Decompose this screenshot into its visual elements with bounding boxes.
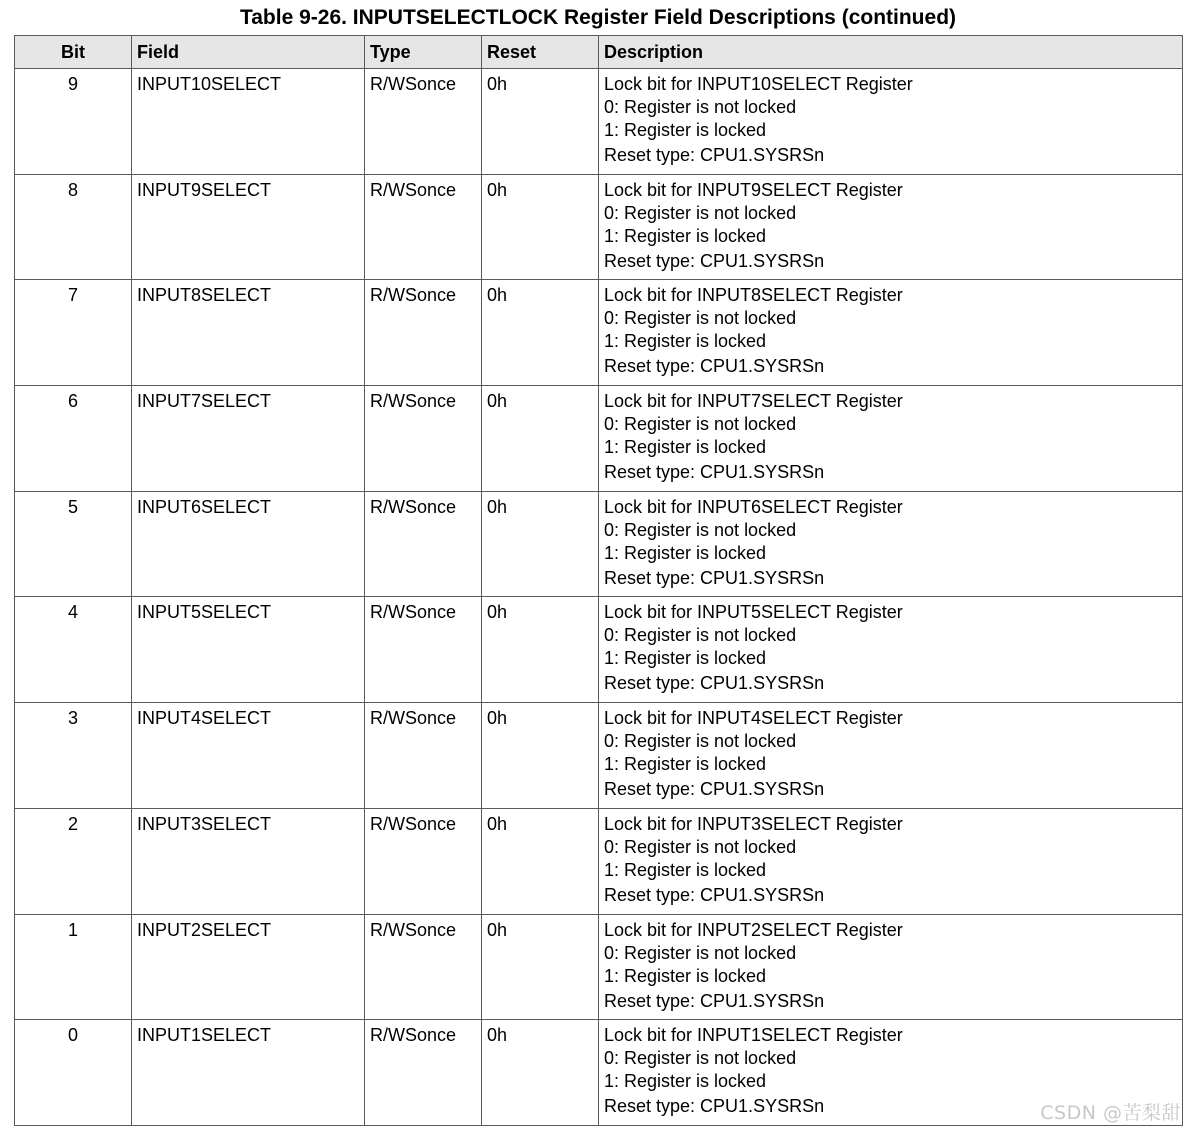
table-row bbox=[15, 914, 1183, 1020]
cell-reset: 0h bbox=[482, 1020, 599, 1126]
table-row bbox=[15, 386, 1183, 492]
cell-bit: 8 bbox=[15, 174, 132, 280]
cell-type: R/WSonce bbox=[365, 703, 482, 809]
cell-reset: 0h bbox=[482, 808, 599, 914]
cell-field: INPUT4SELECT bbox=[132, 703, 365, 809]
cell-description bbox=[599, 491, 1183, 597]
description-line: 1: Register is locked bbox=[604, 965, 767, 986]
cell-field: INPUT5SELECT bbox=[132, 597, 365, 703]
cell-type: R/WSonce bbox=[365, 280, 482, 386]
description-line: 0: Register is not locked bbox=[604, 308, 797, 329]
description-line: Reset type: CPU1.SYSRSn bbox=[604, 567, 825, 588]
description-line: Lock bit for INPUT7SELECT Register bbox=[604, 391, 903, 412]
description-line: Reset type: CPU1.SYSRSn bbox=[604, 1096, 825, 1117]
description-line: 0: Register is not locked bbox=[604, 414, 797, 435]
cell-bit: 9 bbox=[15, 69, 132, 175]
cell-reset: 0h bbox=[482, 703, 599, 809]
cell-reset: 0h bbox=[482, 174, 599, 280]
cell-type: R/WSonce bbox=[365, 69, 482, 175]
cell-reset: 0h bbox=[482, 386, 599, 492]
description-line: Lock bit for INPUT8SELECT Register bbox=[604, 285, 903, 306]
description-line: Lock bit for INPUT2SELECT Register bbox=[604, 919, 903, 940]
description-line: Reset type: CPU1.SYSRSn bbox=[604, 356, 825, 377]
header-field: Field bbox=[132, 36, 365, 69]
cell-field: INPUT9SELECT bbox=[132, 174, 365, 280]
description-line: Lock bit for INPUT9SELECT Register bbox=[604, 179, 903, 200]
description-line: 1: Register is locked bbox=[604, 542, 767, 563]
table-header-row bbox=[15, 36, 1183, 69]
header-type: Type bbox=[365, 36, 482, 69]
description-line: 1: Register is locked bbox=[604, 648, 767, 669]
cell-type: R/WSonce bbox=[365, 386, 482, 492]
cell-bit: 1 bbox=[15, 914, 132, 1020]
cell-description bbox=[599, 69, 1183, 175]
description-line: Lock bit for INPUT3SELECT Register bbox=[604, 813, 903, 834]
cell-bit: 3 bbox=[15, 703, 132, 809]
table-row bbox=[15, 808, 1183, 914]
description-line: 0: Register is not locked bbox=[604, 836, 797, 857]
cell-description bbox=[599, 597, 1183, 703]
description-line: 1: Register is locked bbox=[604, 754, 767, 775]
description-line: 0: Register is not locked bbox=[604, 97, 797, 117]
cell-bit: 0 bbox=[15, 1020, 132, 1126]
description-line: 1: Register is locked bbox=[604, 437, 767, 458]
header-description: Description bbox=[599, 36, 1183, 69]
description-line: Lock bit for INPUT10SELECT Register bbox=[604, 74, 913, 94]
description-line: 0: Register is not locked bbox=[604, 625, 797, 646]
cell-field: INPUT1SELECT bbox=[132, 1020, 365, 1126]
description-line: 1: Register is locked bbox=[604, 859, 767, 880]
header-bit: Bit bbox=[15, 36, 132, 69]
cell-field: INPUT8SELECT bbox=[132, 280, 365, 386]
header-reset: Reset bbox=[482, 36, 599, 69]
cell-field: INPUT7SELECT bbox=[132, 386, 365, 492]
watermark: CSDN @苦梨甜 bbox=[1040, 1102, 1181, 1124]
description-line: Lock bit for INPUT4SELECT Register bbox=[604, 708, 903, 729]
description-line: 0: Register is not locked bbox=[604, 942, 797, 963]
cell-type: R/WSonce bbox=[365, 491, 482, 597]
description-line: Reset type: CPU1.SYSRSn bbox=[604, 462, 825, 483]
table-row bbox=[15, 280, 1183, 386]
cell-field: INPUT10SELECT bbox=[132, 69, 365, 175]
description-line: Reset type: CPU1.SYSRSn bbox=[604, 990, 825, 1011]
cell-description bbox=[599, 914, 1183, 1020]
description-line: Reset type: CPU1.SYSRSn bbox=[604, 250, 825, 271]
description-line: 1: Register is locked bbox=[604, 331, 767, 352]
cell-field: INPUT2SELECT bbox=[132, 914, 365, 1020]
description-line: 0: Register is not locked bbox=[604, 519, 797, 540]
cell-reset: 0h bbox=[482, 69, 599, 175]
table-caption: Table 9-26. INPUTSELECTLOCK Register Field Descriptions (continued) bbox=[239, 6, 957, 29]
table-body bbox=[15, 69, 1183, 1126]
cell-description bbox=[599, 174, 1183, 280]
cell-bit: 2 bbox=[15, 808, 132, 914]
table-row bbox=[15, 597, 1183, 703]
cell-reset: 0h bbox=[482, 597, 599, 703]
cell-type: R/WSonce bbox=[365, 914, 482, 1020]
cell-bit: 4 bbox=[15, 597, 132, 703]
cell-field: INPUT3SELECT bbox=[132, 808, 365, 914]
cell-type: R/WSonce bbox=[365, 808, 482, 914]
cell-description bbox=[599, 703, 1183, 809]
cell-reset: 0h bbox=[482, 914, 599, 1020]
table-row bbox=[15, 69, 1183, 175]
register-field-table bbox=[14, 35, 1183, 1126]
description-line: Lock bit for INPUT6SELECT Register bbox=[604, 496, 903, 517]
description-line: 0: Register is not locked bbox=[604, 1048, 797, 1069]
description-line: Reset type: CPU1.SYSRSn bbox=[604, 779, 825, 800]
cell-bit: 5 bbox=[15, 491, 132, 597]
description-line: 1: Register is locked bbox=[604, 1071, 767, 1092]
cell-bit: 7 bbox=[15, 280, 132, 386]
cell-type: R/WSonce bbox=[365, 597, 482, 703]
cell-type: R/WSonce bbox=[365, 174, 482, 280]
table-row bbox=[15, 174, 1183, 280]
table-row bbox=[15, 1020, 1183, 1126]
cell-description bbox=[599, 808, 1183, 914]
cell-type: R/WSonce bbox=[365, 1020, 482, 1126]
description-line: 0: Register is not locked bbox=[604, 202, 797, 223]
description-line: Reset type: CPU1.SYSRSn bbox=[604, 145, 825, 165]
table-row bbox=[15, 703, 1183, 809]
description-line: 0: Register is not locked bbox=[604, 731, 797, 752]
description-line: Reset type: CPU1.SYSRSn bbox=[604, 673, 825, 694]
description-line: Lock bit for INPUT5SELECT Register bbox=[604, 602, 903, 623]
cell-reset: 0h bbox=[482, 280, 599, 386]
cell-field: INPUT6SELECT bbox=[132, 491, 365, 597]
description-line: Lock bit for INPUT1SELECT Register bbox=[604, 1025, 903, 1046]
description-line: 1: Register is locked bbox=[604, 120, 767, 140]
cell-reset: 0h bbox=[482, 491, 599, 597]
table-row bbox=[15, 491, 1183, 597]
cell-bit: 6 bbox=[15, 386, 132, 492]
description-line: Reset type: CPU1.SYSRSn bbox=[604, 884, 825, 905]
description-line: 1: Register is locked bbox=[604, 225, 767, 246]
cell-description bbox=[599, 386, 1183, 492]
cell-description bbox=[599, 280, 1183, 386]
